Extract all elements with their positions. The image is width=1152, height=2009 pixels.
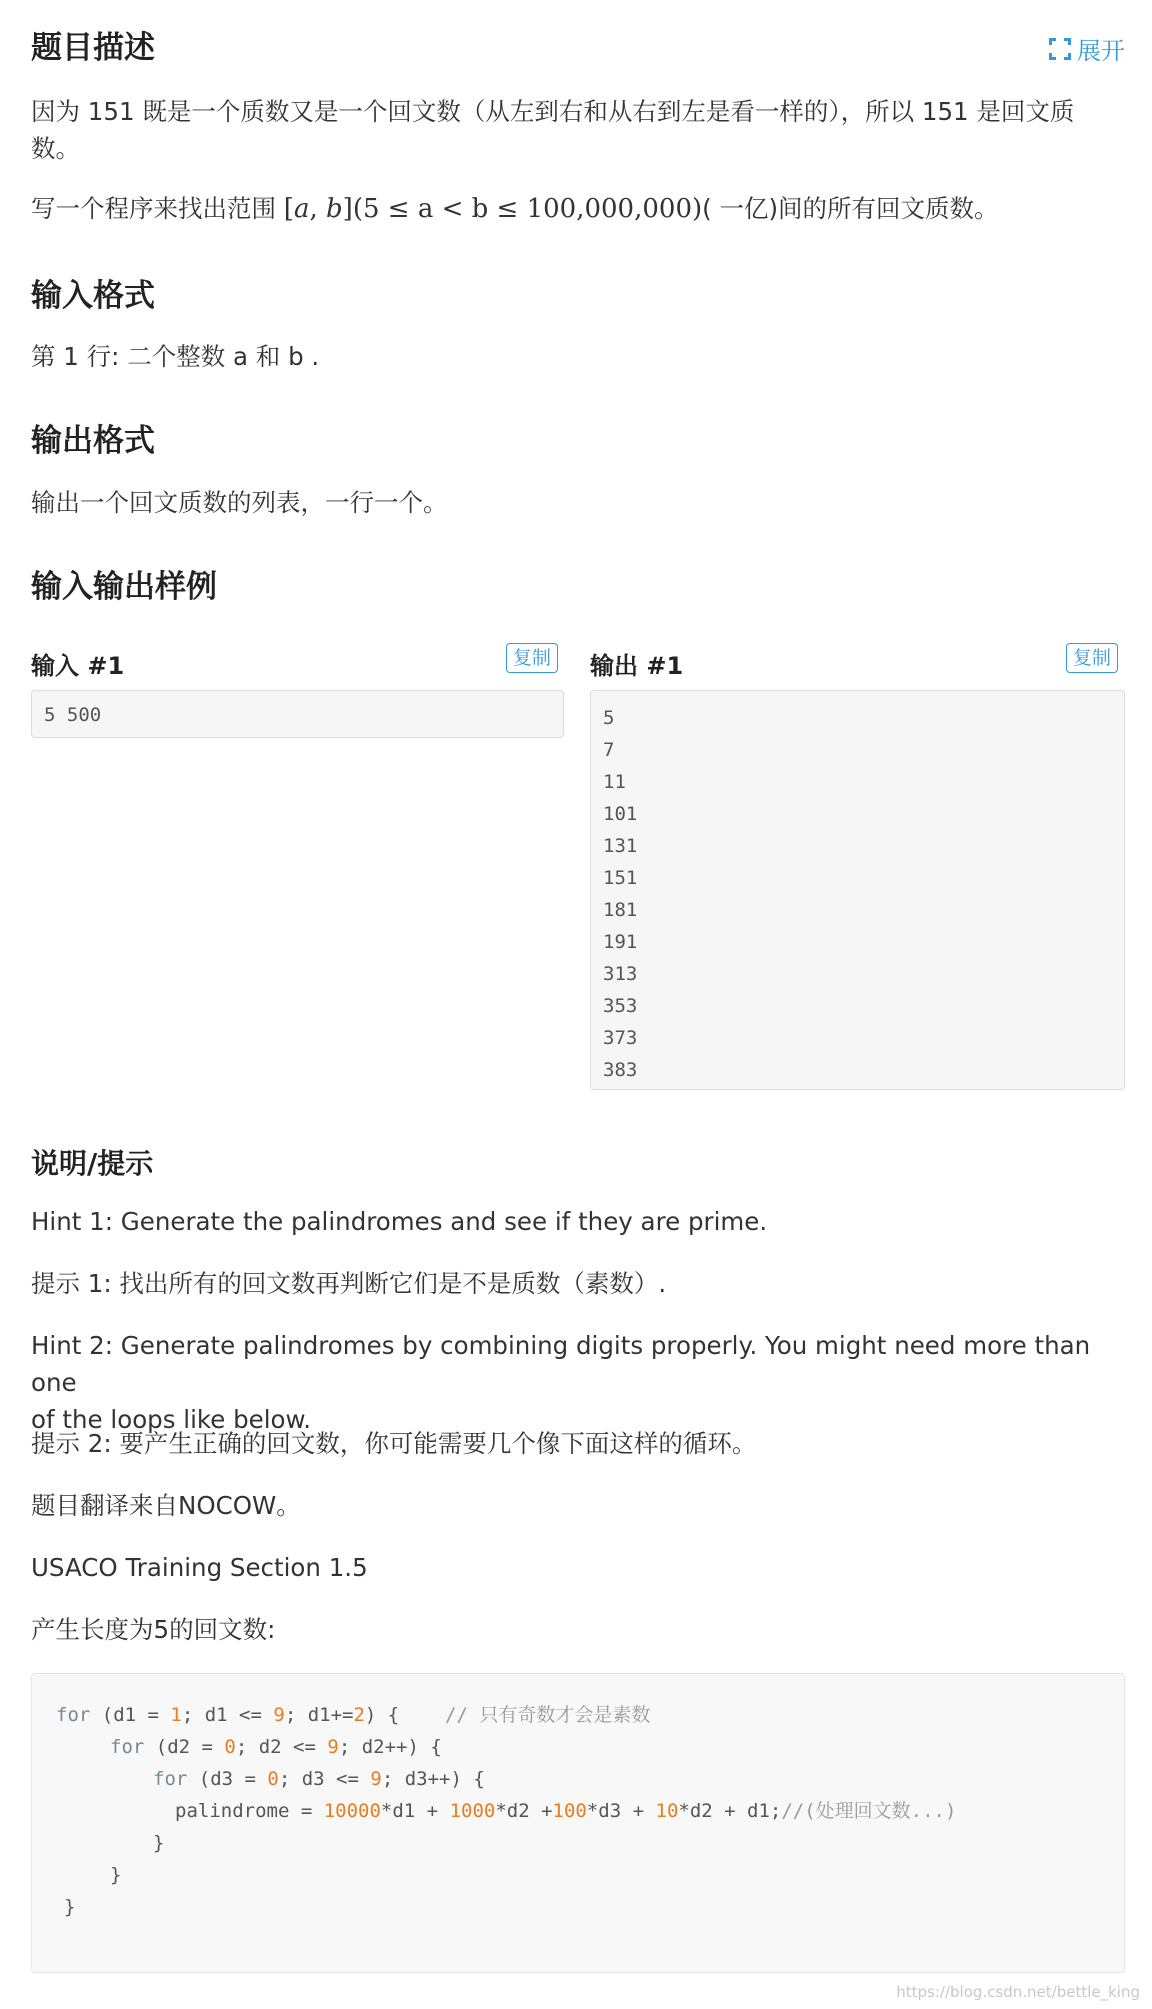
expand-icon [1049,38,1071,60]
tip-2-text: 提示 2: 要产生正确的回文数，你可能需要几个像下面这样的循环。 [31,1429,757,1458]
code-line-4: palindrome = 10000*d1 + 1000*d2 +100*d3 + 10*d2 + d1;//(处理回文数...) [175,1800,957,1822]
palindrome-length-5-label: 产生长度为5的回文数: [31,1615,276,1644]
output-line: 7 [603,739,615,761]
input-format-text: 第 1 行: 二个整数 a 和 b . [31,342,320,371]
code-block[interactable] [31,1673,1125,1973]
output-format-heading: 输出格式 [31,423,155,459]
description-paragraph-1 [31,93,1121,167]
math-b: b [326,194,343,224]
code-line-5: } [153,1832,165,1854]
range-math: [a, b](5 ≤ a < b ≤ 100,000,000) [283,194,703,224]
paragraph-2-suffix: ( 一亿)间的所有回文质数。 [702,194,999,223]
code-line-3: for (d3 = 0; d3 <= 9; d3++) { [153,1768,485,1790]
description-heading: 题目描述 [31,30,155,66]
hint-2-text [31,1327,1121,1438]
output-line: 11 [603,771,626,793]
input-format-heading: 输入格式 [31,278,155,314]
expand-button[interactable] [1049,31,1125,66]
copy-input-button[interactable]: 复制 [506,643,558,673]
output-line: 313 [603,963,638,985]
translation-credit: 题目翻译来自NOCOW。 [31,1491,301,1520]
output-line: 191 [603,931,638,953]
math-range: (5 ≤ a < b ≤ 100,000,000) [352,194,703,224]
output-line: 131 [603,835,638,857]
hint-1-text: Hint 1: Generate the palindromes and see if they are prime. [31,1207,768,1236]
hint-2-line-2: of the loops like below. [31,1405,312,1434]
sample-input-title: 输入 #1 [31,652,125,680]
expand-label: 展开 [1077,37,1125,65]
code-line-7: } [64,1896,76,1918]
code-line-2: for (d2 = 0; d2 <= 9; d2++) { [110,1736,442,1758]
samples-heading: 输入输出样例 [31,569,217,605]
watermark: https://blog.csdn.net/bettle_king [896,1983,1140,2001]
hints-heading: 说明/提示 [31,1147,154,1180]
description-paragraph-1-line-2: 数。 [31,134,80,163]
sample-output-box[interactable] [590,690,1125,1090]
math-a: a [293,194,310,224]
usaco-section: USACO Training Section 1.5 [31,1553,368,1582]
code-line-6: } [110,1864,122,1886]
output-line: 383 [603,1059,638,1081]
output-format-text: 输出一个回文质数的列表，一行一个。 [31,488,448,517]
code-line-1: for (d1 = 1; d1 <= 9; d1+=2) { // 只有奇数才会是素数 [56,1704,651,1726]
output-line: 353 [603,995,638,1017]
description-paragraph-2 [31,190,1121,228]
tip-1-text: 提示 1: 找出所有的回文数再判断它们是不是质数（素数）. [31,1269,667,1298]
sample-input-value: 5 500 [44,704,102,726]
output-line: 101 [603,803,638,825]
description-paragraph-1-line-1: 因为 151 既是一个质数又是一个回文数（从左到右和从右到左是看一样的），所以 151 是回文质 [31,97,1075,126]
output-line: 181 [603,899,638,921]
hint-2-line-1: Hint 2: Generate palindromes by combining digits properly. You might need more than one [31,1331,1091,1397]
output-line: 151 [603,867,638,889]
sample-input-box[interactable] [31,690,564,738]
sample-output-title: 输出 #1 [590,652,684,680]
output-line: 373 [603,1027,638,1049]
output-line: 5 [603,707,615,729]
copy-output-button[interactable]: 复制 [1066,643,1118,673]
paragraph-2-prefix: 写一个程序来找出范围 [31,194,276,223]
